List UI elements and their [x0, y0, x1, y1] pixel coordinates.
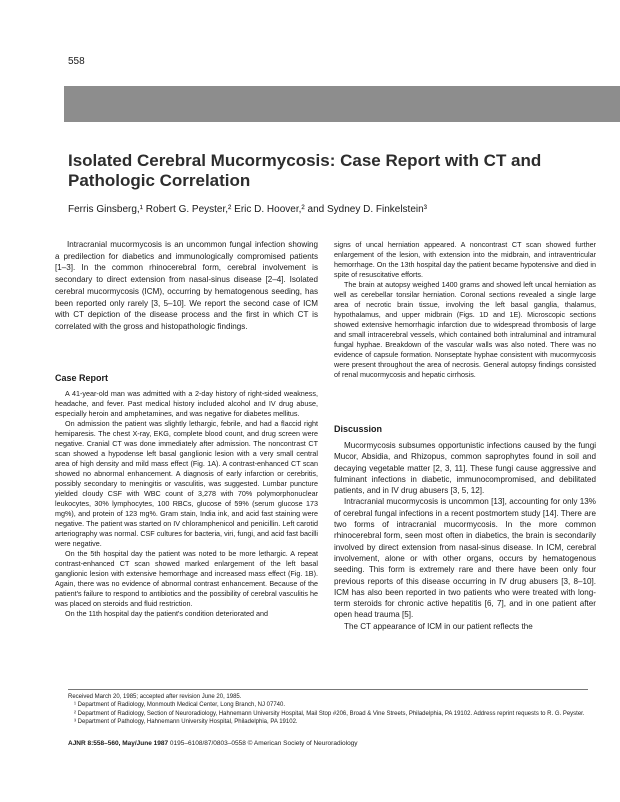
footnotes	[68, 689, 588, 727]
page-number: 558	[68, 56, 85, 67]
case-report-paragraph: A 41-year-old man was admitted with a 2-day history of right-sided weakness, headache, and fever. Past medical history included alcohol and IV drug abuse, especially heroin and amphetamines, and was negative for diabetes mellitus.	[55, 389, 318, 418]
discussion-paragraph: Mucormycosis subsumes opportunistic infections caused by the fungi Mucor, Absidia, and Rhizopus, common saprophytes found in soil and decaying vegetable matter [2, 3, 11]. These fungi cause aggressive and fulminant infections in diabetic, immunocompromised, and debilitated patients, and in IV drug abusers [3, 5, 12].	[334, 441, 596, 496]
journal-issn: 0195–6108/87/0803–0558 © American Society of Neuroradiology	[169, 740, 358, 747]
case-report-body	[55, 389, 318, 619]
header-band	[64, 86, 620, 122]
footnote-3: ³ Department of Pathology, Hahnemann University Hospital, Philadelphia, PA 19102.	[74, 719, 298, 726]
discussion-heading: Discussion	[334, 424, 383, 434]
article-title: Isolated Cerebral Mucormycosis: Case Report with CT and Pathologic Correlation	[68, 151, 542, 190]
journal-citation-line	[68, 740, 588, 747]
footnote-1: ¹ Department of Radiology, Monmouth Medical Center, Long Branch, NJ 07740.	[74, 702, 286, 709]
journal-citation: AJNR 8:558–560, May/June 1987	[68, 740, 169, 747]
discussion-paragraph: Intracranial mucormycosis is uncommon [13], accounting for only 13% of cerebral fungal infections in a recent postmortem study [14]. There are two forms of intracranial mucormycosis. In the more common rhinocerebral form, seen most often in diabetics, the brain is secondarily involved by direct extension from nasal-sinus disease. In ICM, cerebral involvement, alone or with other organs, occurs by hematogenous seeding. This form is extremely rare and there have been only four previous reports of this disease occurring in IV drug abusers [3, 8–10]. ICM has also been reported in two patients who were treated with long-term steroids for chronic active hepatitis [6, 7], and in one patient after open head trauma [5].	[334, 497, 596, 620]
discussion-body	[334, 440, 596, 632]
author-list: Ferris Ginsberg,¹ Robert G. Peyster,² Eric D. Hoover,² and Sydney D. Finkelstein³	[68, 204, 428, 215]
case-report-paragraph: On the 11th hospital day the patient's condition deteriorated and	[65, 609, 269, 618]
case-report-paragraph: On admission the patient was slightly lethargic, febrile, and had a flaccid right hemiparesis. The chest X-ray, EKG, complete blood count, and drug screen were negative. Cranial CT was done immediately after admission. The noncontrast CT scan showed a hypodense left basal ganglionic lesion with a very small central area of high density and mild mass effect (Fig. 1A). A contrast-enhanced CT scan showed no abnormal enhancement. A diagnosis of early infarction or cerebritis, possibly secondary to meningitis or vasculitis, was suggested. Lumbar puncture yielded cloudy CSF with WBC count of 3,278 with 70% polymorphonuclear leukocytes, 30% lymphocytes, 100 RBCs, glucose of 59% (serum glucose 173 mg%), and protein of 123 mg%. Gram stain, India ink, and acid fast staining were negative. The patient was started on IV chloramphenicol and penicillin. Left carotid arteriography was normal. CSF cultures for bacteria, viri, fungi, and acid fast bacilli were negative.	[55, 419, 318, 548]
footnote-2: ² Department of Radiology, Section of Neuroradiology, Hahnemann University Hospital, Mail Stop #206, Broad & Vine Streets, Philadelphia, PA 19102. Address reprint requests to R. G. Peyster.	[74, 710, 585, 717]
abstract-paragraph: Intracranial mucormycosis is an uncommon fungal infection showing a predilection for diabetics and immunologically compromised patients [1–3]. In the common rhinocerebral form, cerebral involvement is secondary to direct extension from nasal-sinus disease [2–4]. Isolated cerebral mucormycosis (ICM), occurring by hematogenous seeding, has been reported only rarely [3, 5–10]. We report the second case of ICM with CT depiction of the disease process and the first in which CT is correlated with the gross and histopathologic findings.	[55, 240, 318, 331]
case-report-continued-paragraph: signs of uncal herniation appeared. A noncontrast CT scan showed further enlargement of the lesion, with extension into the midbrain, and intraventricular hemorrhage. On the 13th hospital day the patient became hypotensive and died in spite of resuscitative efforts.	[334, 240, 596, 279]
case-report-autopsy-paragraph: The brain at autopsy weighed 1400 grams and showed left uncal herniation as well as cerebellar tonsilar herniation. Coronal sections revealed a single large area of necrotic brain tissue, involving the left basal ganglia, thalamus, hypothalamus, and upper midbrain (Figs. 1D and 1E). Microscopic sections showed extensive hemorrhagic infarction due to widespread thrombosis of large and small intracerebral vessels, which contained both intraluminal and intramural fungal hyphae. Breakdown of the vascular walls was also noted. There was no evidence of capsule formation. Nonseptate hyphae consistent with mucormycosis were present throughout the area of necrosis. General autopsy findings consisted of renal mucormycosis and hepatic cirrhosis.	[334, 280, 596, 379]
discussion-paragraph: The CT appearance of ICM in our patient reflects the	[344, 621, 533, 631]
abstract	[55, 239, 318, 333]
case-report-continuation	[334, 240, 596, 380]
case-report-paragraph: On the 5th hospital day the patient was noted to be more lethargic. A repeat contrast-enhanced CT scan showed marked enlargement of the left basal ganglionic lesion with extensive hemorrhage and increased mass effect (Fig. 1B). Again, there was no evidence of abnormal contrast enhancement. Because of the patient's failure to respond to antibiotics and the possibility of cerebral vasculitis he was placed on steroids and fluid restriction.	[55, 549, 318, 608]
case-report-heading: Case Report	[55, 373, 109, 383]
received-date: Received March 20, 1985; accepted after revision June 20, 1985.	[68, 694, 242, 700]
